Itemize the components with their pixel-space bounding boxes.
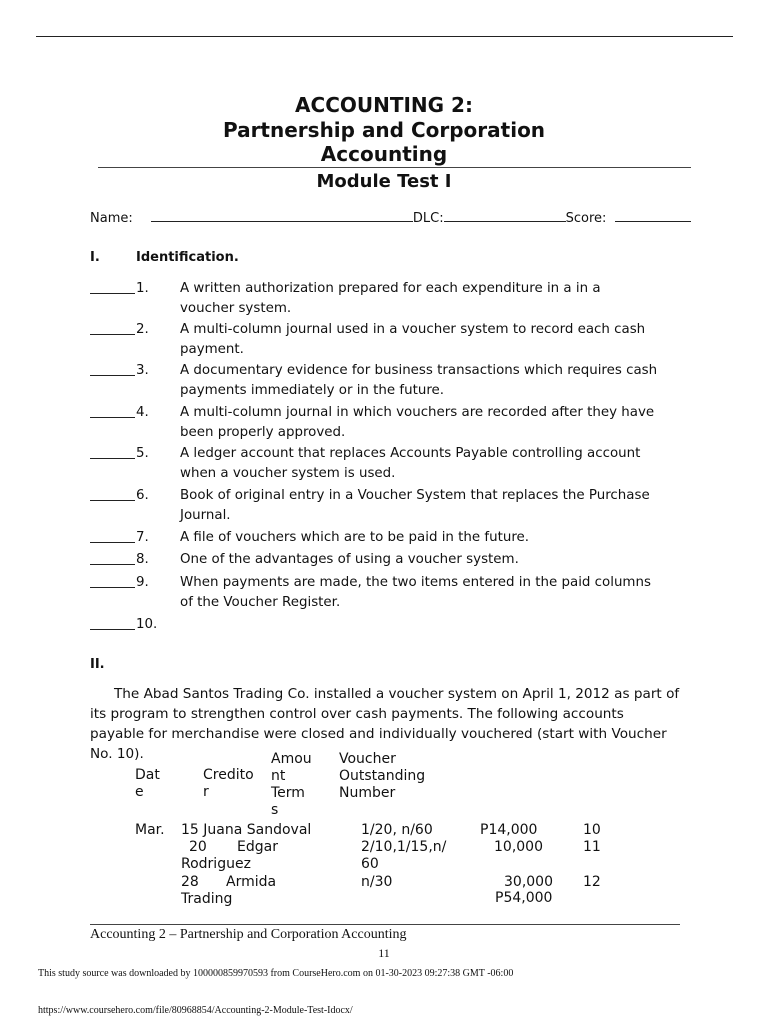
item-text: A multi-column journal in which vouchers are recorded after they have been properly approved. — [180, 405, 655, 440]
item-text: When payments are made, the two items entered in the paid columns of the Voucher Register. — [180, 575, 651, 610]
header-creditor-2: r — [203, 784, 209, 800]
doc-title-line2: Partnership and Corporation — [222, 118, 546, 142]
item-number: 5. — [136, 446, 149, 461]
cell-r2-creditor-1: Edgar — [237, 839, 278, 855]
item-number: 4. — [136, 405, 149, 420]
answer-blank[interactable] — [90, 403, 136, 425]
answer-blank[interactable] — [90, 361, 136, 383]
cell-r1-amount: P14,000 — [480, 822, 538, 838]
answer-blank[interactable] — [90, 486, 136, 508]
answer-underline[interactable] — [90, 486, 135, 501]
cell-r3-creditor-2: Trading — [181, 891, 233, 907]
answer-blank[interactable] — [90, 279, 136, 301]
answer-underline[interactable] — [90, 615, 135, 630]
section1-number: I. — [90, 250, 100, 265]
header-date-2: e — [135, 784, 144, 800]
doc-title-line3: Accounting — [320, 142, 448, 166]
header-date — [135, 767, 160, 801]
dlc-blank[interactable] — [444, 209, 566, 222]
item-text: A multi-column journal used in a voucher system to record each cash payment. — [180, 322, 646, 357]
answer-blank[interactable] — [90, 444, 136, 466]
header-voucher-2: Outstanding — [339, 768, 426, 784]
item-text: A documentary evidence for business transactions which requires cash payments immediately or in the future. — [180, 363, 658, 398]
header-creditor — [203, 767, 254, 801]
problem-paragraph: The Abad Santos Trading Co. installed a voucher system on April 1, 2012 as part of its program to strengthen control over cash payments. The following accounts payable for merchandise were closed and individually vouchered (start with Voucher No. 10). — [90, 686, 680, 762]
item-number: 6. — [136, 488, 149, 503]
answer-blank[interactable] — [90, 528, 136, 550]
score-blank[interactable] — [615, 209, 691, 222]
cell-r1-voucher: 10 — [583, 822, 601, 838]
name-label: Name: — [90, 211, 133, 226]
answer-underline[interactable] — [90, 279, 135, 294]
cell-total: P54,000 — [495, 890, 553, 906]
answer-underline[interactable] — [90, 403, 135, 418]
item-number: 2. — [136, 322, 149, 337]
answer-blank[interactable] — [90, 615, 136, 637]
answer-underline[interactable] — [90, 550, 135, 565]
header-voucher-3: Number — [339, 785, 396, 801]
cell-r2-creditor-2: Rodriguez — [181, 856, 251, 872]
score-label: Score: — [565, 211, 607, 226]
footer-text: Accounting 2 – Partnership and Corporation Accounting — [90, 927, 407, 942]
cell-r2-terms-2: 60 — [361, 856, 379, 872]
cell-r1-terms: 1/20, n/60 — [361, 822, 433, 838]
item-text: One of the advantages of using a voucher system. — [180, 552, 519, 567]
name-dlc-score-row — [90, 209, 691, 228]
item-number: 7. — [136, 530, 149, 545]
header-date-1: Dat — [135, 767, 160, 783]
page-number: 11 — [378, 946, 390, 960]
item-number: 8. — [136, 552, 149, 567]
header-terms-1: Term — [271, 785, 305, 801]
section1-heading — [90, 250, 239, 265]
answer-underline[interactable] — [90, 444, 135, 459]
doc-title-line1: ACCOUNTING 2: — [295, 93, 473, 117]
item-text: A written authorization prepared for each expenditure in a in a voucher system. — [180, 281, 601, 316]
section1-title: Identification. — [136, 250, 239, 265]
cell-r2-terms-1: 2/10,1/15,n/ — [361, 839, 447, 855]
header-amount-1: Amou — [271, 751, 312, 767]
doc-subtitle: Module Test I — [316, 171, 452, 192]
answer-underline[interactable] — [90, 361, 135, 376]
cell-r3-creditor-1: Armida — [226, 874, 277, 890]
item-number: 9. — [136, 575, 149, 590]
answer-underline[interactable] — [90, 573, 135, 588]
dlc-label: DLC: — [412, 211, 444, 226]
answer-blank[interactable] — [90, 550, 136, 572]
header-amount-2: nt — [271, 768, 286, 784]
item-number: 1. — [136, 281, 149, 296]
cell-r2-day: 20 — [189, 839, 207, 855]
answer-underline[interactable] — [90, 528, 135, 543]
item-number: 3. — [136, 363, 149, 378]
item-number: 10. — [136, 617, 158, 632]
header-terms-2: s — [271, 802, 279, 818]
cell-r3-day: 28 — [181, 874, 199, 890]
section2-number: II. — [90, 657, 105, 672]
study-source-note: This study source was downloaded by 100000859970593 from CourseHero.com on 01-30-2023 09:27:38 GMT -06:00 — [38, 968, 514, 979]
header-voucher-1: Voucher — [339, 751, 396, 767]
footer-rule — [90, 924, 680, 925]
header-amount-terms — [271, 751, 312, 819]
header-creditor-1: Credito — [203, 767, 254, 783]
answer-underline[interactable] — [90, 320, 135, 335]
cell-r2-voucher: 11 — [583, 839, 601, 855]
item-text: A ledger account that replaces Accounts Payable controlling account when a voucher system is used. — [180, 446, 641, 481]
item-text: A file of vouchers which are to be paid in the future. — [180, 530, 530, 545]
name-blank[interactable] — [151, 209, 413, 222]
cell-r3-voucher: 12 — [583, 874, 601, 890]
cell-r1-creditor: 15 Juana Sandoval — [181, 822, 312, 838]
top-rule — [36, 36, 733, 37]
answer-blank[interactable] — [90, 573, 136, 595]
cell-month: Mar. — [135, 822, 165, 838]
source-url[interactable]: https://www.coursehero.com/file/80968854/Accounting-2-Module-Test-Idocx/ — [38, 1005, 353, 1016]
cell-r3-amount: 30,000 — [504, 874, 553, 890]
header-voucher — [339, 751, 425, 802]
cell-r2-amount: 10,000 — [494, 839, 543, 855]
answer-blank[interactable] — [90, 320, 136, 342]
cell-r3-terms: n/30 — [361, 874, 393, 890]
item-text: Book of original entry in a Voucher System that replaces the Purchase Journal. — [180, 488, 650, 523]
title-rule — [98, 167, 691, 168]
